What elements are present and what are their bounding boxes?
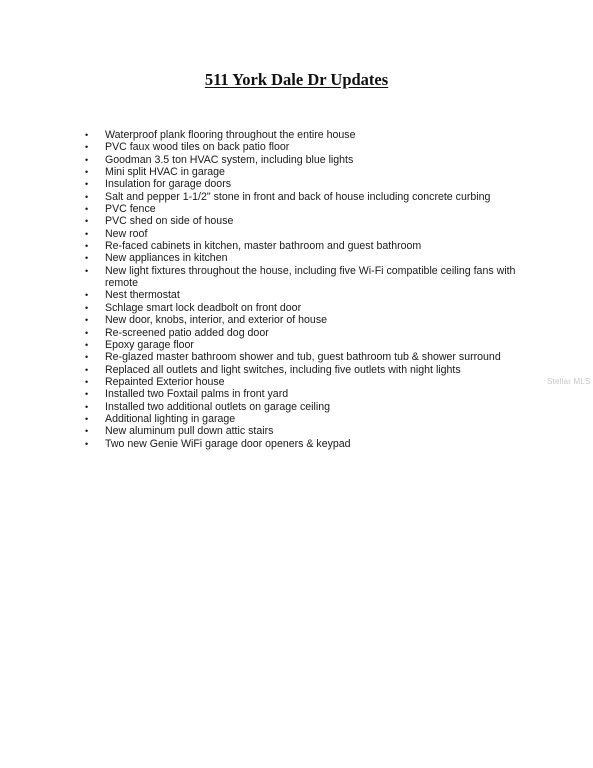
bullet-point: • bbox=[85, 142, 89, 153]
update-list-item bbox=[85, 240, 535, 252]
update-item-text: Nest thermostat bbox=[105, 289, 180, 302]
bullet-point: • bbox=[85, 204, 89, 215]
update-list-item bbox=[85, 438, 535, 450]
update-list-item bbox=[85, 203, 535, 215]
update-item-text: New appliances in kitchen bbox=[105, 252, 228, 265]
bullet-point: • bbox=[85, 290, 89, 301]
bullet-point: • bbox=[85, 130, 89, 140]
bullet-point: • bbox=[85, 216, 89, 227]
update-item-text: New door, knobs, interior, and exterior of house bbox=[105, 314, 328, 327]
update-list-item bbox=[85, 154, 535, 166]
update-item-text: Re-glazed master bathroom shower and tub, guest bathroom tub & shower surround bbox=[105, 351, 501, 364]
update-list-item bbox=[85, 228, 535, 240]
update-item-text: Mini split HVAC in garage bbox=[105, 166, 225, 179]
bullet-point: • bbox=[85, 352, 89, 363]
update-item-text: PVC faux wood tiles on back patio floor bbox=[105, 141, 290, 154]
bullet-point: • bbox=[85, 315, 89, 326]
document-title bbox=[0, 70, 593, 90]
update-item-text: Salt and pepper 1-1/2" stone in front and back of house including concrete curbing bbox=[105, 190, 491, 203]
update-item-text: PVC fence bbox=[105, 203, 156, 216]
update-item-text: Additional lighting in garage bbox=[105, 412, 236, 425]
bullet-point: • bbox=[85, 401, 89, 412]
update-list-item bbox=[85, 289, 535, 301]
bullet-point: • bbox=[85, 376, 89, 387]
update-list-item bbox=[85, 327, 535, 339]
update-item-text: Goodman 3.5 ton HVAC system, including blue lights bbox=[105, 153, 354, 166]
update-item-text: PVC shed on side of house bbox=[105, 215, 234, 228]
document-title-text: 511 York Dale Dr Updates bbox=[204, 70, 389, 89]
update-list-item bbox=[85, 413, 535, 425]
bullet-point: • bbox=[85, 413, 89, 424]
bullet-point: • bbox=[85, 302, 89, 313]
update-item-text: Insulation for garage doors bbox=[105, 178, 232, 191]
update-list-item bbox=[85, 401, 535, 413]
bullet-point: • bbox=[85, 438, 89, 449]
bullet-point: • bbox=[85, 228, 89, 239]
bullet-point: • bbox=[85, 265, 89, 276]
bullet-point: • bbox=[85, 389, 89, 400]
update-item-text: New light fixtures throughout the house, including five Wi-Fi compatible ceiling fans with remote bbox=[105, 264, 516, 290]
update-list-item bbox=[85, 376, 535, 388]
update-list-item bbox=[85, 141, 535, 153]
bullet-point: • bbox=[85, 364, 89, 375]
update-list-item bbox=[85, 166, 535, 178]
mls-watermark: Stellar MLS bbox=[547, 377, 591, 386]
update-list-item bbox=[85, 302, 535, 314]
update-item-text: New roof bbox=[105, 227, 148, 240]
update-item-text: Two new Genie WiFi garage door openers & keypad bbox=[105, 437, 351, 450]
bullet-point: • bbox=[85, 191, 89, 202]
update-item-text: Re-screened patio added dog door bbox=[105, 326, 269, 339]
update-item-text: New aluminum pull down attic stairs bbox=[105, 425, 274, 438]
update-item-text: Schlage smart lock deadbolt on front door bbox=[105, 301, 302, 314]
update-item-text: Installed two additional outlets on garage ceiling bbox=[105, 400, 330, 413]
update-list-item bbox=[85, 178, 535, 190]
bullet-point: • bbox=[85, 241, 89, 252]
bullet-point: • bbox=[85, 426, 89, 437]
update-item-text: Re-faced cabinets in kitchen, master bathroom and guest bathroom bbox=[105, 240, 422, 253]
update-item-text: Epoxy garage floor bbox=[105, 338, 194, 351]
bullet-point: • bbox=[85, 154, 89, 165]
update-item-text: Repainted Exterior house bbox=[105, 375, 225, 388]
updates-list bbox=[85, 129, 535, 450]
update-list-item bbox=[85, 191, 535, 203]
update-list-item bbox=[85, 339, 535, 351]
update-list-item bbox=[85, 425, 535, 437]
update-item-text: Installed two Foxtail palms in front yard bbox=[105, 388, 289, 401]
bullet-point: • bbox=[85, 179, 89, 190]
bullet-point: • bbox=[85, 253, 89, 264]
update-item-text: Replaced all outlets and light switches, including five outlets with night lights bbox=[105, 363, 461, 376]
update-list-item bbox=[85, 388, 535, 400]
update-list-item bbox=[85, 265, 535, 290]
update-list-item bbox=[85, 364, 535, 376]
update-list-item bbox=[85, 215, 535, 227]
update-list-item bbox=[85, 129, 535, 141]
bullet-point: • bbox=[85, 339, 89, 350]
update-list-item bbox=[85, 252, 535, 264]
update-item-text: Waterproof plank flooring throughout the entire house bbox=[105, 129, 356, 141]
bullet-point: • bbox=[85, 167, 89, 178]
update-list-item bbox=[85, 314, 535, 326]
update-list-item bbox=[85, 351, 535, 363]
bullet-point: • bbox=[85, 327, 89, 338]
